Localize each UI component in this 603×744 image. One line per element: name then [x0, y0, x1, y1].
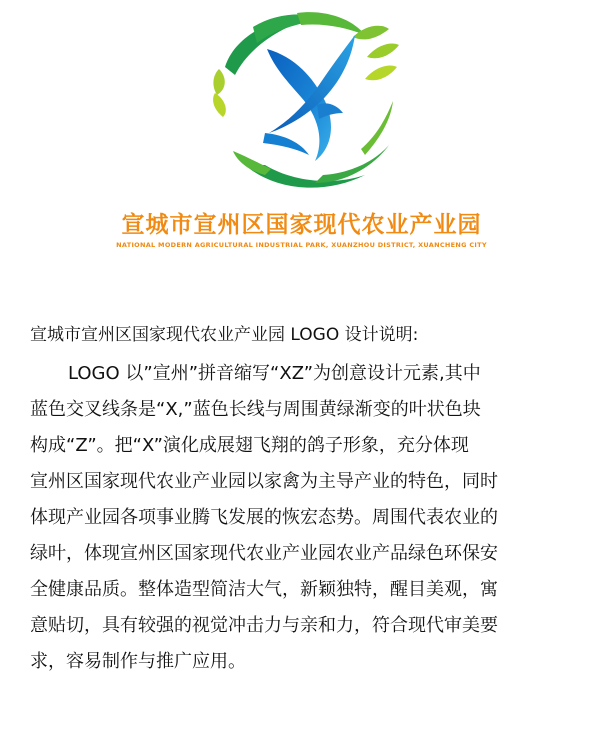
body-line: 求，容易制作与推广应用。	[30, 651, 246, 672]
body-line: 蓝色交叉线条是“X,”蓝色长线与周围黄绿渐变的叶状色块	[30, 399, 481, 420]
body-line: 构成“Z”。把“X”演化成展翅飞翔的鸽子形象，充分体现	[30, 435, 469, 456]
document-heading: 宣城市宣州区国家现代农业产业园 LOGO 设计说明:	[30, 325, 419, 345]
logo-subtitle: NATIONAL MODERN AGRICULTURAL INDUSTRIAL PARK, XUANZHOU DISTRICT, XUANCHENG CITY	[116, 241, 487, 249]
body-line: 全健康品质。整体造型简洁大气，新颖独特，醒目美观，寓	[30, 579, 498, 600]
body-line: 意贴切，具有较强的视觉冲击力与亲和力，符合现代审美要	[30, 615, 498, 636]
logo-emblem-icon	[205, 5, 405, 200]
body-line: 宣州区国家现代农业产业园以家禽为主导产业的特色，同时	[30, 471, 498, 492]
logo-title: 宣城市宣州区国家现代农业产业园	[121, 212, 482, 238]
body-line: LOGO 以”宣州”拼音缩写“XZ”为创意设计元素,其中	[68, 363, 481, 384]
body-line: 绿叶，体现宣州区国家现代农业产业园农业产品绿色环保安	[30, 543, 498, 564]
body-line: 体现产业园各项事业腾飞发展的恢宏态势。周围代表农业的	[30, 507, 498, 528]
document-body	[30, 356, 582, 680]
logo	[0, 0, 603, 260]
